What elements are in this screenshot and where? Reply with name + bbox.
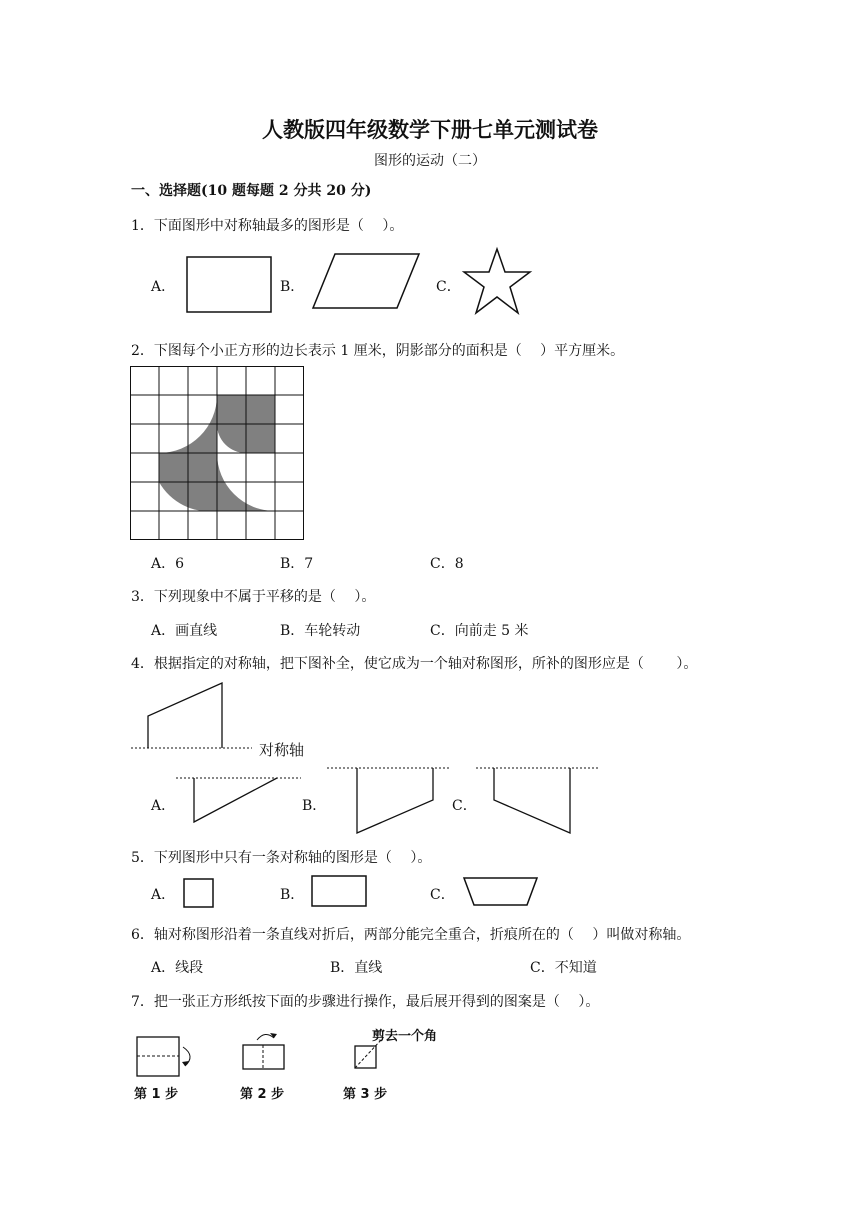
- question-2-option-a[interactable]: A．6: [151, 556, 185, 572]
- question-5-option-b[interactable]: B．: [280, 887, 305, 903]
- question-4-option-a[interactable]: A．: [151, 798, 176, 814]
- question-5-text: 5．下列图形中只有一条对称轴的图形是（ ）。: [131, 850, 432, 866]
- question-5-option-c[interactable]: C．: [430, 887, 455, 903]
- question-3-text: 3．下列现象中不属于平移的是（ ）。: [131, 589, 376, 605]
- question-6-text: 6．轴对称图形沿着一条直线对折后，两部分能完全重合，折痕所在的（ ）叫做对称轴。: [131, 927, 691, 943]
- question-6-option-c[interactable]: C．不知道: [530, 960, 597, 976]
- question-1-option-a[interactable]: A．: [151, 279, 176, 295]
- page-title: 人教版四年级数学下册七单元测试卷: [262, 118, 598, 142]
- question-1-option-c[interactable]: C．: [436, 279, 461, 295]
- question-5-option-a[interactable]: A．: [151, 887, 176, 903]
- question-4-option-b[interactable]: B．: [302, 798, 327, 814]
- question-3-option-b[interactable]: B．车轮转动: [280, 623, 361, 639]
- question-1-text: 1．下面图形中对称轴最多的图形是（ ）。: [131, 218, 404, 234]
- question-6-option-a[interactable]: A．线段: [151, 960, 204, 976]
- question-4-text: 4．根据指定的对称轴，把下图补全，使它成为一个轴对称图形，所补的图形应是（ ）。: [131, 656, 698, 672]
- question-3-option-c[interactable]: C．向前走 5 米: [430, 623, 529, 639]
- axis-label: 对称轴: [259, 741, 305, 759]
- step-1-label: 第 1 步: [134, 1087, 179, 1102]
- question-2-text: 2．下图每个小正方形的边长表示 1 厘米，阴影部分的面积是（ ）平方厘米。: [131, 343, 625, 359]
- question-1-option-b[interactable]: B．: [280, 279, 305, 295]
- step-2-label: 第 2 步: [240, 1087, 285, 1102]
- question-4-option-c[interactable]: C．: [452, 798, 477, 814]
- question-7-text: 7．把一张正方形纸按下面的步骤进行操作，最后展开得到的图案是（ ）。: [131, 994, 600, 1010]
- page-subtitle: 图形的运动（二）: [374, 153, 486, 169]
- question-2-option-b[interactable]: B．7: [280, 556, 314, 572]
- question-3-option-a[interactable]: A．画直线: [151, 623, 218, 639]
- question-2-option-c[interactable]: C．8: [430, 556, 464, 572]
- step-3-label: 第 3 步: [343, 1087, 388, 1102]
- cut-corner-label: 剪去一个角: [372, 1029, 438, 1044]
- section-heading: 一、选择题(10 题每题 2 分共 20 分): [131, 183, 372, 199]
- question-6-option-b[interactable]: B．直线: [330, 960, 383, 976]
